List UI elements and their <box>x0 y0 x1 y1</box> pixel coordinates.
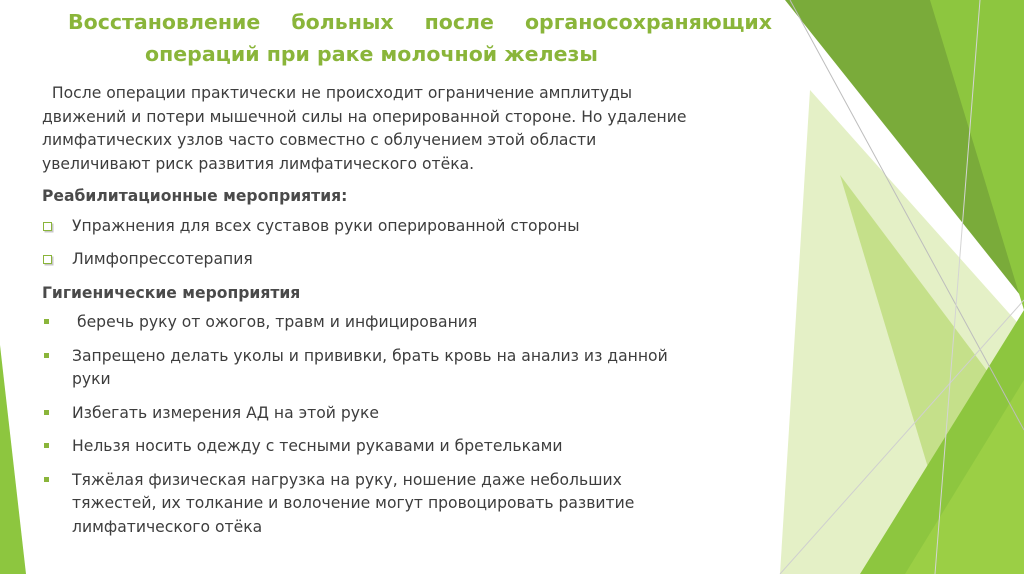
hygiene-heading: Гигиенические мероприятия <box>42 283 301 302</box>
slide-title-line-2: операций при раке молочной железы <box>145 42 598 66</box>
list-item-text: Лимфопрессотерапия <box>72 250 253 268</box>
list-item-text: лимфатического отёка <box>72 517 263 536</box>
rehab-list <box>42 215 742 272</box>
left-green-sliver <box>0 345 26 574</box>
intro-line: увеличивают риск развития лимфатического отёка. <box>42 154 475 173</box>
list-item <box>42 215 742 239</box>
checkbox-icon <box>43 222 52 231</box>
intro-paragraph <box>42 82 742 176</box>
slide-title-line-1: Восстановление больных после органосохраняющих <box>68 10 772 34</box>
square-bullet-icon <box>44 477 49 482</box>
list-item-text: Тяжёлая физическая нагрузка на руку, ношение даже небольших <box>72 470 622 489</box>
list-item-text: Запрещено делать уколы и прививки, брать кровь на анализ из данной <box>72 346 668 365</box>
square-bullet-icon <box>44 319 49 324</box>
intro-line: После операции практически не происходит ограничение амплитуды <box>42 84 633 102</box>
list-item-text: Нельзя носить одежду с тесными рукавами и бретельками <box>72 437 563 455</box>
intro-line: лимфатических узлов часто совместно с облучением этой области <box>42 131 597 149</box>
list-item <box>42 311 742 335</box>
rehab-heading: Реабилитационные мероприятия: <box>42 187 348 205</box>
hygiene-list <box>42 311 742 539</box>
slide-body <box>42 82 742 549</box>
list-item-text: Избегать измерения АД на этой руке <box>72 403 380 422</box>
list-item-text: тяжестей, их толкание и волочение могут провоцировать развитие <box>72 494 635 512</box>
list-item <box>42 248 742 272</box>
list-item-text: беречь руку от ожогов, травм и инфицирования <box>72 313 478 331</box>
intro-line: движений и потери мышечной силы на оперированной стороне. Но удаление <box>42 107 687 126</box>
checkbox-icon <box>43 255 52 264</box>
list-item <box>42 402 742 426</box>
list-item-text: руки <box>72 370 111 388</box>
square-bullet-icon <box>44 410 49 415</box>
square-bullet-icon <box>44 443 49 448</box>
list-item-text: Упражнения для всех суставов руки оперированной стороны <box>72 216 580 235</box>
square-bullet-icon <box>44 353 49 358</box>
list-item <box>42 435 742 459</box>
list-item <box>42 345 742 392</box>
list-item <box>42 469 742 540</box>
